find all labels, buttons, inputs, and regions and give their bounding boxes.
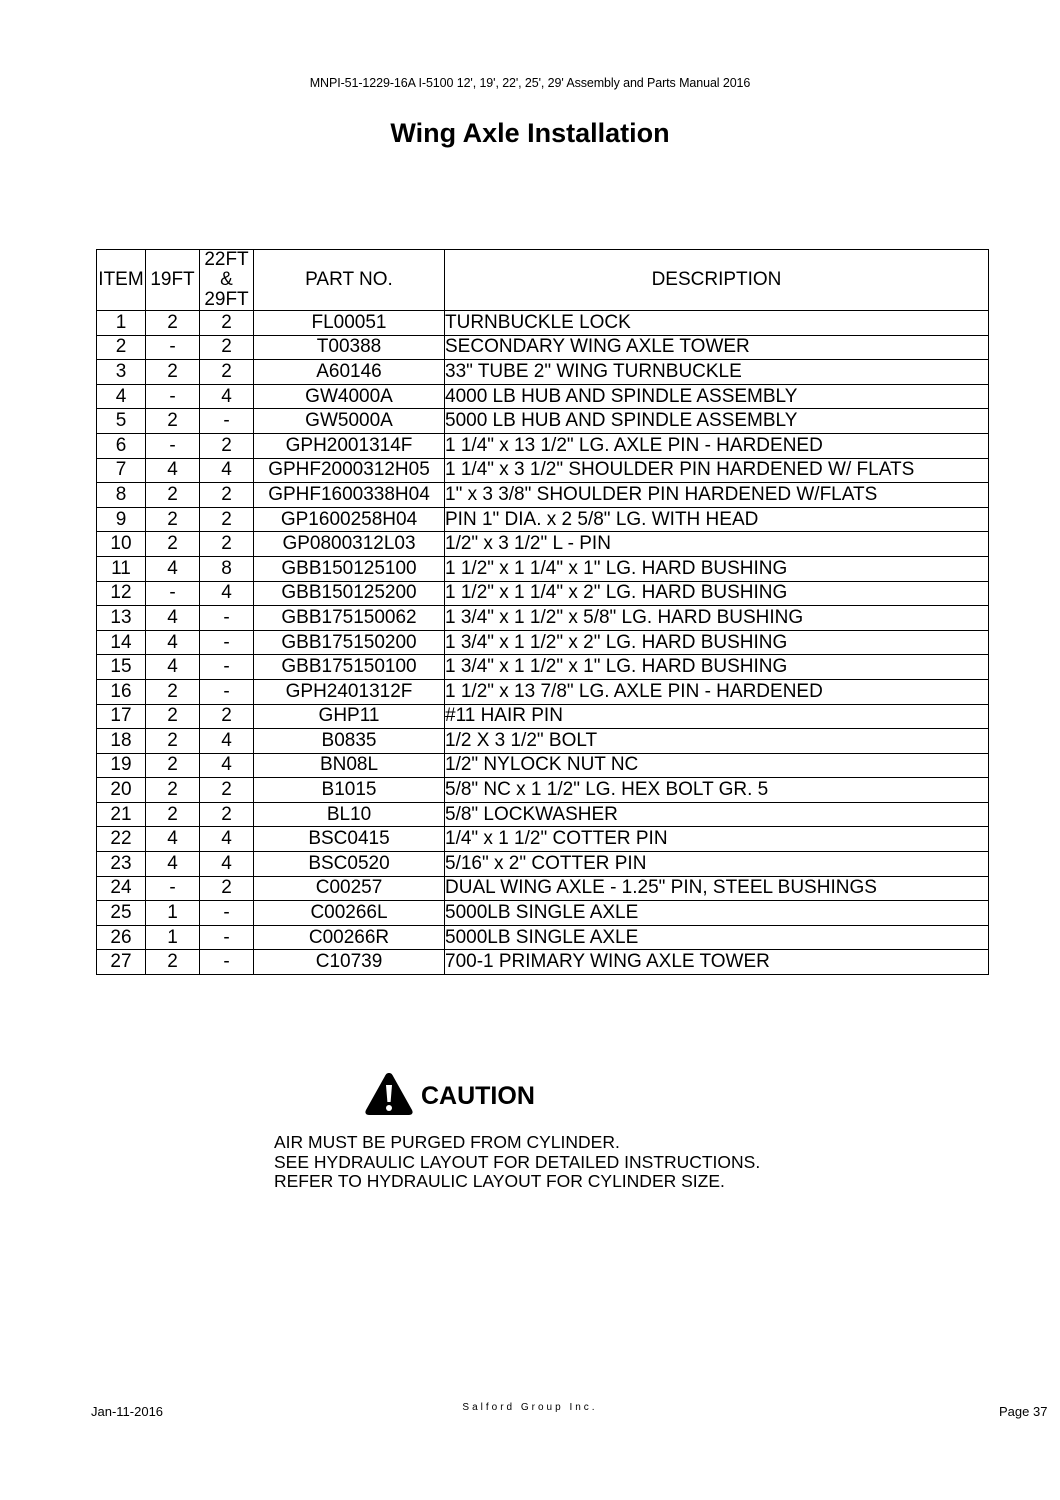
cell-22ft-29ft-qty: 2 xyxy=(200,335,254,360)
cell-19ft-qty: 2 xyxy=(146,679,200,704)
table-row xyxy=(97,852,989,877)
cell-item: 26 xyxy=(97,925,146,950)
cell-19ft-qty: 1 xyxy=(146,925,200,950)
cell-22ft-29ft-qty: 2 xyxy=(200,876,254,901)
cell-item: 21 xyxy=(97,802,146,827)
cell-description: 1/2" x 3 1/2" L - PIN xyxy=(445,532,989,557)
table-row xyxy=(97,655,989,680)
cell-item: 7 xyxy=(97,458,146,483)
cell-19ft-qty: 4 xyxy=(146,852,200,877)
cell-22ft-29ft-qty: 8 xyxy=(200,556,254,581)
cell-19ft-qty: 2 xyxy=(146,950,200,975)
cell-19ft-qty: 2 xyxy=(146,729,200,754)
cell-22ft-29ft-qty: 2 xyxy=(200,802,254,827)
table-row xyxy=(97,630,989,655)
cell-part-no: A60146 xyxy=(254,360,445,385)
cell-description: 700-1 PRIMARY WING AXLE TOWER xyxy=(445,950,989,975)
cell-description: 1 3/4" x 1 1/2" x 2" LG. HARD BUSHING xyxy=(445,630,989,655)
column-header-22ft-line1: 22FT xyxy=(204,249,249,270)
cell-item: 2 xyxy=(97,335,146,360)
cell-item: 8 xyxy=(97,483,146,508)
caution-line: SEE HYDRAULIC LAYOUT FOR DETAILED INSTRUCTIONS. xyxy=(274,1151,761,1172)
cell-item: 13 xyxy=(97,606,146,631)
cell-part-no: BSC0520 xyxy=(254,852,445,877)
cell-item: 25 xyxy=(97,901,146,926)
cell-item: 10 xyxy=(97,532,146,557)
cell-part-no: B1015 xyxy=(254,778,445,803)
cell-description: 1 1/2" x 13 7/8" LG. AXLE PIN - HARDENED xyxy=(445,679,989,704)
cell-item: 1 xyxy=(97,311,146,336)
cell-description: 1/2" NYLOCK NUT NC xyxy=(445,753,989,778)
caution-line: REFER TO HYDRAULIC LAYOUT FOR CYLINDER SIZE. xyxy=(274,1171,725,1191)
cell-item: 27 xyxy=(97,950,146,975)
cell-22ft-29ft-qty: - xyxy=(200,655,254,680)
cell-item: 4 xyxy=(97,384,146,409)
table-row xyxy=(97,778,989,803)
cell-description: DUAL WING AXLE - 1.25" PIN, STEEL BUSHINGS xyxy=(445,876,989,901)
cell-part-no: GBB150125200 xyxy=(254,581,445,606)
cell-part-no: C00266R xyxy=(254,925,445,950)
table-row xyxy=(97,729,989,754)
table-row xyxy=(97,311,989,336)
cell-19ft-qty: 4 xyxy=(146,655,200,680)
cell-19ft-qty: 2 xyxy=(146,409,200,434)
cell-19ft-qty: 2 xyxy=(146,778,200,803)
cell-part-no: GP1600258H04 xyxy=(254,507,445,532)
cell-19ft-qty: 4 xyxy=(146,827,200,852)
cell-description: 1 3/4" x 1 1/2" x 5/8" LG. HARD BUSHING xyxy=(445,606,989,631)
cell-22ft-29ft-qty: - xyxy=(200,630,254,655)
parts-table xyxy=(96,249,989,975)
cell-part-no: GBB150125100 xyxy=(254,556,445,581)
warning-triangle-icon xyxy=(364,1071,414,1122)
cell-19ft-qty: 2 xyxy=(146,802,200,827)
cell-19ft-qty: 4 xyxy=(146,458,200,483)
table-row xyxy=(97,384,989,409)
column-header-22ft-line3: 29FT xyxy=(204,289,249,310)
cell-22ft-29ft-qty: - xyxy=(200,901,254,926)
table-row xyxy=(97,901,989,926)
cell-item: 23 xyxy=(97,852,146,877)
cell-part-no: GPHF1600338H04 xyxy=(254,483,445,508)
cell-description: 1 3/4" x 1 1/2" x 1" LG. HARD BUSHING xyxy=(445,655,989,680)
cell-part-no: GBB175150100 xyxy=(254,655,445,680)
cell-22ft-29ft-qty: - xyxy=(200,925,254,950)
cell-item: 16 xyxy=(97,679,146,704)
cell-19ft-qty: 1 xyxy=(146,901,200,926)
cell-part-no: GP0800312L03 xyxy=(254,532,445,557)
column-header-19ft: 19FT xyxy=(146,250,200,311)
cell-description: 5/8" LOCKWASHER xyxy=(445,802,989,827)
cell-19ft-qty: 2 xyxy=(146,753,200,778)
cell-description: PIN 1" DIA. x 2 5/8" LG. WITH HEAD xyxy=(445,507,989,532)
caution-line: AIR MUST BE PURGED FROM CYLINDER. xyxy=(274,1132,620,1152)
cell-part-no: B0835 xyxy=(254,729,445,754)
cell-description: 1 1/2" x 1 1/4" x 2" LG. HARD BUSHING xyxy=(445,581,989,606)
cell-part-no: GBB175150200 xyxy=(254,630,445,655)
cell-item: 22 xyxy=(97,827,146,852)
cell-description: 1 1/4" x 3 1/2" SHOULDER PIN HARDENED W/ FLATS xyxy=(445,458,989,483)
cell-item: 5 xyxy=(97,409,146,434)
column-header-22ft-line2: & xyxy=(220,269,233,290)
cell-22ft-29ft-qty: 2 xyxy=(200,360,254,385)
cell-part-no: GW4000A xyxy=(254,384,445,409)
table-row xyxy=(97,679,989,704)
cell-19ft-qty: 2 xyxy=(146,704,200,729)
cell-22ft-29ft-qty: 2 xyxy=(200,778,254,803)
cell-19ft-qty: 2 xyxy=(146,483,200,508)
cell-item: 12 xyxy=(97,581,146,606)
cell-part-no: GPH2401312F xyxy=(254,679,445,704)
cell-22ft-29ft-qty: 4 xyxy=(200,753,254,778)
cell-19ft-qty: - xyxy=(146,876,200,901)
cell-part-no: T00388 xyxy=(254,335,445,360)
cell-description: 5000LB SINGLE AXLE xyxy=(445,901,989,926)
table-row xyxy=(97,950,989,975)
cell-22ft-29ft-qty: 2 xyxy=(200,704,254,729)
document-reference: MNPI-51-1229-16A I-5100 12', 19', 22', 25', 29' Assembly and Parts Manual 2016 xyxy=(309,76,751,90)
table-row xyxy=(97,360,989,385)
cell-description: 1 1/4" x 13 1/2" LG. AXLE PIN - HARDENED xyxy=(445,433,989,458)
cell-description: 5000LB SINGLE AXLE xyxy=(445,925,989,950)
cell-19ft-qty: 4 xyxy=(146,630,200,655)
table-row xyxy=(97,409,989,434)
cell-22ft-29ft-qty: - xyxy=(200,409,254,434)
cell-description: 1" x 3 3/8" SHOULDER PIN HARDENED W/FLATS xyxy=(445,483,989,508)
cell-item: 19 xyxy=(97,753,146,778)
cell-item: 18 xyxy=(97,729,146,754)
cell-part-no: GPHF2000312H05 xyxy=(254,458,445,483)
table-row xyxy=(97,753,989,778)
cell-22ft-29ft-qty: 4 xyxy=(200,852,254,877)
cell-item: 17 xyxy=(97,704,146,729)
cell-part-no: FL00051 xyxy=(254,311,445,336)
cell-19ft-qty: - xyxy=(146,581,200,606)
cell-22ft-29ft-qty: 2 xyxy=(200,433,254,458)
table-row xyxy=(97,802,989,827)
cell-item: 9 xyxy=(97,507,146,532)
table-row xyxy=(97,827,989,852)
cell-19ft-qty: - xyxy=(146,433,200,458)
cell-item: 14 xyxy=(97,630,146,655)
cell-part-no: GW5000A xyxy=(254,409,445,434)
table-row xyxy=(97,507,989,532)
cell-item: 20 xyxy=(97,778,146,803)
cell-description: 5/8" NC x 1 1/2" LG. HEX BOLT GR. 5 xyxy=(445,778,989,803)
cell-19ft-qty: 2 xyxy=(146,532,200,557)
caution-text xyxy=(274,1133,760,1192)
table-row xyxy=(97,458,989,483)
cell-19ft-qty: - xyxy=(146,384,200,409)
cell-part-no: GHP11 xyxy=(254,704,445,729)
cell-part-no: C00266L xyxy=(254,901,445,926)
table-row xyxy=(97,704,989,729)
parts-table-body xyxy=(97,311,989,975)
cell-22ft-29ft-qty: - xyxy=(200,606,254,631)
cell-22ft-29ft-qty: 4 xyxy=(200,827,254,852)
cell-part-no: GBB175150062 xyxy=(254,606,445,631)
cell-part-no: GPH2001314F xyxy=(254,433,445,458)
cell-part-no: BL10 xyxy=(254,802,445,827)
table-row xyxy=(97,483,989,508)
cell-item: 11 xyxy=(97,556,146,581)
cell-22ft-29ft-qty: 4 xyxy=(200,458,254,483)
caution-label: CAUTION xyxy=(421,1081,535,1110)
cell-description: TURNBUCKLE LOCK xyxy=(445,311,989,336)
footer-company: Salford Group Inc. xyxy=(462,1402,598,1413)
cell-22ft-29ft-qty: - xyxy=(200,950,254,975)
table-row xyxy=(97,876,989,901)
cell-description: 4000 LB HUB AND SPINDLE ASSEMBLY xyxy=(445,384,989,409)
cell-22ft-29ft-qty: 4 xyxy=(200,384,254,409)
cell-description: 5/16" x 2" COTTER PIN xyxy=(445,852,989,877)
table-header-row xyxy=(97,250,989,311)
cell-part-no: C00257 xyxy=(254,876,445,901)
cell-19ft-qty: 2 xyxy=(146,507,200,532)
cell-22ft-29ft-qty: 2 xyxy=(200,311,254,336)
cell-item: 3 xyxy=(97,360,146,385)
column-header-item: ITEM xyxy=(97,250,146,311)
cell-22ft-29ft-qty: 2 xyxy=(200,483,254,508)
cell-22ft-29ft-qty: 2 xyxy=(200,532,254,557)
table-row xyxy=(97,335,989,360)
column-header-22ft-29ft xyxy=(200,250,254,311)
footer-page-number: Page 37 xyxy=(999,1404,1048,1419)
page-title: Wing Axle Installation xyxy=(390,118,670,148)
footer-date: Jan-11-2016 xyxy=(91,1404,164,1419)
cell-item: 15 xyxy=(97,655,146,680)
cell-description: 33" TUBE 2" WING TURNBUCKLE xyxy=(445,360,989,385)
table-row xyxy=(97,581,989,606)
cell-22ft-29ft-qty: 4 xyxy=(200,581,254,606)
cell-part-no: BN08L xyxy=(254,753,445,778)
cell-description: 5000 LB HUB AND SPINDLE ASSEMBLY xyxy=(445,409,989,434)
cell-19ft-qty: 2 xyxy=(146,360,200,385)
cell-22ft-29ft-qty: 2 xyxy=(200,507,254,532)
cell-description: SECONDARY WING AXLE TOWER xyxy=(445,335,989,360)
table-row xyxy=(97,433,989,458)
cell-part-no: BSC0415 xyxy=(254,827,445,852)
cell-19ft-qty: 4 xyxy=(146,556,200,581)
table-row xyxy=(97,556,989,581)
cell-22ft-29ft-qty: 4 xyxy=(200,729,254,754)
cell-description: #11 HAIR PIN xyxy=(445,704,989,729)
cell-19ft-qty: 4 xyxy=(146,606,200,631)
cell-19ft-qty: - xyxy=(146,335,200,360)
cell-description: 1/2 X 3 1/2" BOLT xyxy=(445,729,989,754)
cell-item: 6 xyxy=(97,433,146,458)
cell-description: 1/4" x 1 1/2" COTTER PIN xyxy=(445,827,989,852)
cell-item: 24 xyxy=(97,876,146,901)
cell-22ft-29ft-qty: - xyxy=(200,679,254,704)
cell-description: 1 1/2" x 1 1/4" x 1" LG. HARD BUSHING xyxy=(445,556,989,581)
column-header-description: DESCRIPTION xyxy=(445,250,989,311)
cell-part-no: C10739 xyxy=(254,950,445,975)
cell-19ft-qty: 2 xyxy=(146,311,200,336)
column-header-part-no: PART NO. xyxy=(254,250,445,311)
table-row xyxy=(97,925,989,950)
table-row xyxy=(97,532,989,557)
caution-heading xyxy=(364,1073,535,1119)
table-row xyxy=(97,606,989,631)
